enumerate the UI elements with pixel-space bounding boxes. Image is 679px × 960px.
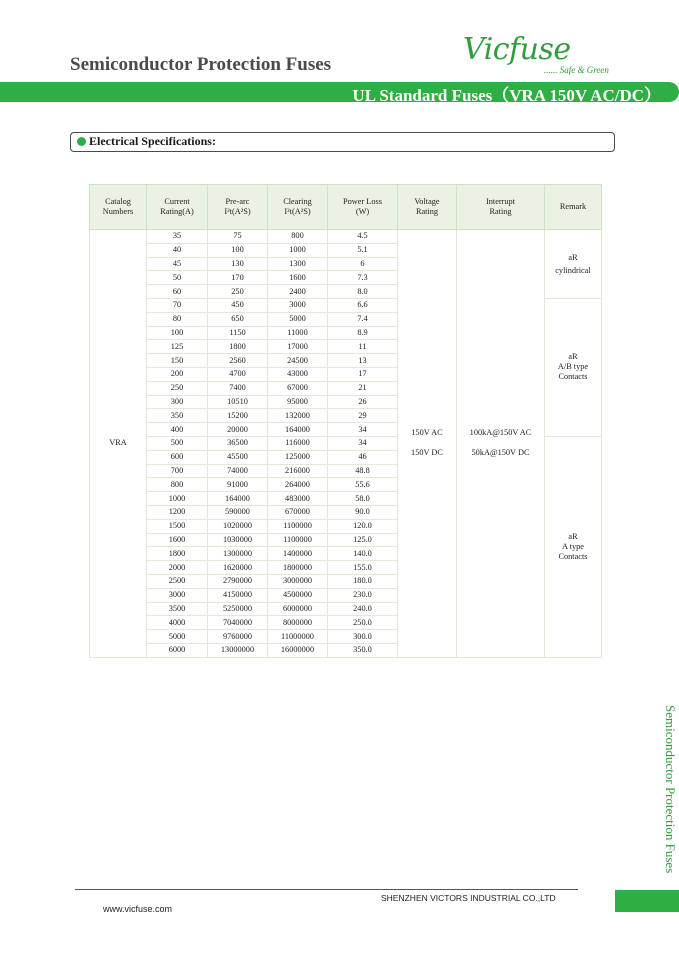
prearc-cell: 1300000 <box>208 547 268 561</box>
product-banner-text: UL Standard Fuses（VRA 150V AC/DC） <box>352 86 661 105</box>
prearc-cell: 7040000 <box>208 616 268 630</box>
current-cell: 60 <box>147 285 208 299</box>
clearing-cell: 11000 <box>268 326 328 340</box>
prearc-cell: 164000 <box>208 492 268 506</box>
power-loss-cell: 8.9 <box>328 326 398 340</box>
power-loss-cell: 55.6 <box>328 478 398 492</box>
current-cell: 70 <box>147 298 208 312</box>
power-loss-cell: 58.0 <box>328 492 398 506</box>
power-loss-cell: 21 <box>328 381 398 395</box>
current-cell: 6000 <box>147 643 208 657</box>
bullet-icon <box>77 137 86 146</box>
current-cell: 100 <box>147 326 208 340</box>
prearc-cell: 45500 <box>208 450 268 464</box>
prearc-cell: 1150 <box>208 326 268 340</box>
current-cell: 150 <box>147 354 208 368</box>
remark-cell: aR cylindrical <box>545 230 602 299</box>
power-loss-cell: 34 <box>328 436 398 450</box>
header-power-loss: Power Loss (W) <box>328 185 398 230</box>
clearing-cell: 67000 <box>268 381 328 395</box>
clearing-cell: 11000000 <box>268 630 328 644</box>
section-title: Electrical Specifications: <box>89 134 216 148</box>
current-cell: 45 <box>147 257 208 271</box>
prearc-cell: 91000 <box>208 478 268 492</box>
footer-url: www.vicfuse.com <box>103 904 173 914</box>
prearc-cell: 1020000 <box>208 519 268 533</box>
side-label: Semiconductor Protection Fuses <box>663 705 678 874</box>
current-cell: 1000 <box>147 492 208 506</box>
clearing-cell: 116000 <box>268 436 328 450</box>
prearc-cell: 170 <box>208 271 268 285</box>
clearing-cell: 5000 <box>268 312 328 326</box>
clearing-cell: 4500000 <box>268 588 328 602</box>
current-cell: 200 <box>147 367 208 381</box>
clearing-cell: 264000 <box>268 478 328 492</box>
remark-cell: aR A type Contacts <box>545 436 602 657</box>
brand-logo: Vicfuse <box>463 32 571 67</box>
clearing-cell: 164000 <box>268 423 328 437</box>
current-cell: 50 <box>147 271 208 285</box>
clearing-cell: 3000000 <box>268 574 328 588</box>
header-catalog: Catalog Numbers <box>90 185 147 230</box>
prearc-cell: 9760000 <box>208 630 268 644</box>
prearc-cell: 15200 <box>208 409 268 423</box>
power-loss-cell: 7.3 <box>328 271 398 285</box>
prearc-cell: 650 <box>208 312 268 326</box>
prearc-cell: 4150000 <box>208 588 268 602</box>
power-loss-cell: 4.5 <box>328 230 398 244</box>
current-cell: 2000 <box>147 561 208 575</box>
clearing-cell: 1400000 <box>268 547 328 561</box>
power-loss-cell: 48.8 <box>328 464 398 478</box>
side-tab <box>615 890 679 912</box>
header-clearing: Clearing I²t(A²S) <box>268 185 328 230</box>
power-loss-cell: 11 <box>328 340 398 354</box>
current-cell: 500 <box>147 436 208 450</box>
header-voltage: Voltage Rating <box>398 185 457 230</box>
power-loss-cell: 8.0 <box>328 285 398 299</box>
header-current: Current Rating(A) <box>147 185 208 230</box>
clearing-cell: 483000 <box>268 492 328 506</box>
clearing-cell: 132000 <box>268 409 328 423</box>
prearc-cell: 75 <box>208 230 268 244</box>
clearing-cell: 1100000 <box>268 533 328 547</box>
power-loss-cell: 34 <box>328 423 398 437</box>
prearc-cell: 5250000 <box>208 602 268 616</box>
spec-table <box>89 184 602 658</box>
power-loss-cell: 350.0 <box>328 643 398 657</box>
header-remark: Remark <box>545 185 602 230</box>
power-loss-cell: 230.0 <box>328 588 398 602</box>
current-cell: 3500 <box>147 602 208 616</box>
current-cell: 700 <box>147 464 208 478</box>
current-cell: 400 <box>147 423 208 437</box>
clearing-cell: 670000 <box>268 505 328 519</box>
current-cell: 800 <box>147 478 208 492</box>
remark-cell: aR A/B type Contacts <box>545 298 602 436</box>
power-loss-cell: 120.0 <box>328 519 398 533</box>
current-cell: 1800 <box>147 547 208 561</box>
interrupt-cell: 100kA@150V AC 50kA@150V DC <box>457 230 545 658</box>
power-loss-cell: 6 <box>328 257 398 271</box>
clearing-cell: 1300 <box>268 257 328 271</box>
current-cell: 1500 <box>147 519 208 533</box>
page-title: Semiconductor Protection Fuses <box>70 54 332 75</box>
prearc-cell: 130 <box>208 257 268 271</box>
prearc-cell: 1030000 <box>208 533 268 547</box>
clearing-cell: 2400 <box>268 285 328 299</box>
current-cell: 1200 <box>147 505 208 519</box>
current-cell: 300 <box>147 395 208 409</box>
prearc-cell: 4700 <box>208 367 268 381</box>
clearing-cell: 800 <box>268 230 328 244</box>
current-cell: 1600 <box>147 533 208 547</box>
clearing-cell: 17000 <box>268 340 328 354</box>
current-cell: 3000 <box>147 588 208 602</box>
clearing-cell: 8000000 <box>268 616 328 630</box>
power-loss-cell: 46 <box>328 450 398 464</box>
clearing-cell: 16000000 <box>268 643 328 657</box>
prearc-cell: 2560 <box>208 354 268 368</box>
clearing-cell: 1800000 <box>268 561 328 575</box>
power-loss-cell: 7.4 <box>328 312 398 326</box>
prearc-cell: 100 <box>208 243 268 257</box>
clearing-cell: 1600 <box>268 271 328 285</box>
clearing-cell: 3000 <box>268 298 328 312</box>
voltage-cell: 150V AC 150V DC <box>398 230 457 658</box>
product-banner <box>0 82 679 105</box>
prearc-cell: 2790000 <box>208 574 268 588</box>
brand-tagline: ...... Safe & Green <box>544 65 609 75</box>
table-header-row <box>90 185 602 230</box>
section-header <box>70 132 615 152</box>
prearc-cell: 1800 <box>208 340 268 354</box>
clearing-cell: 24500 <box>268 354 328 368</box>
current-cell: 250 <box>147 381 208 395</box>
current-cell: 600 <box>147 450 208 464</box>
prearc-cell: 450 <box>208 298 268 312</box>
clearing-cell: 125000 <box>268 450 328 464</box>
power-loss-cell: 125.0 <box>328 533 398 547</box>
prearc-cell: 74000 <box>208 464 268 478</box>
power-loss-cell: 13 <box>328 354 398 368</box>
power-loss-cell: 17 <box>328 367 398 381</box>
current-cell: 2500 <box>147 574 208 588</box>
clearing-cell: 6000000 <box>268 602 328 616</box>
power-loss-cell: 29 <box>328 409 398 423</box>
prearc-cell: 10510 <box>208 395 268 409</box>
prearc-cell: 36500 <box>208 436 268 450</box>
power-loss-cell: 5.1 <box>328 243 398 257</box>
catalog-cell: VRA <box>90 230 147 658</box>
footer-divider <box>75 889 578 890</box>
clearing-cell: 216000 <box>268 464 328 478</box>
clearing-cell: 95000 <box>268 395 328 409</box>
power-loss-cell: 155.0 <box>328 561 398 575</box>
prearc-cell: 590000 <box>208 505 268 519</box>
prearc-cell: 1620000 <box>208 561 268 575</box>
power-loss-cell: 90.0 <box>328 505 398 519</box>
footer-company: SHENZHEN VICTORS INDUSTRIAL CO.,LTD <box>381 893 556 903</box>
prearc-cell: 7400 <box>208 381 268 395</box>
clearing-cell: 1100000 <box>268 519 328 533</box>
power-loss-cell: 140.0 <box>328 547 398 561</box>
header-prearc: Pre-arc I²t(A²S) <box>208 185 268 230</box>
power-loss-cell: 26 <box>328 395 398 409</box>
current-cell: 125 <box>147 340 208 354</box>
header-interrupt: Interrupt Rating <box>457 185 545 230</box>
current-cell: 40 <box>147 243 208 257</box>
current-cell: 350 <box>147 409 208 423</box>
prearc-cell: 250 <box>208 285 268 299</box>
power-loss-cell: 180.0 <box>328 574 398 588</box>
current-cell: 5000 <box>147 630 208 644</box>
current-cell: 35 <box>147 230 208 244</box>
current-cell: 80 <box>147 312 208 326</box>
prearc-cell: 20000 <box>208 423 268 437</box>
power-loss-cell: 6.6 <box>328 298 398 312</box>
clearing-cell: 1000 <box>268 243 328 257</box>
power-loss-cell: 240.0 <box>328 602 398 616</box>
power-loss-cell: 250.0 <box>328 616 398 630</box>
prearc-cell: 13000000 <box>208 643 268 657</box>
power-loss-cell: 300.0 <box>328 630 398 644</box>
clearing-cell: 43000 <box>268 367 328 381</box>
table-row <box>90 230 602 244</box>
current-cell: 4000 <box>147 616 208 630</box>
